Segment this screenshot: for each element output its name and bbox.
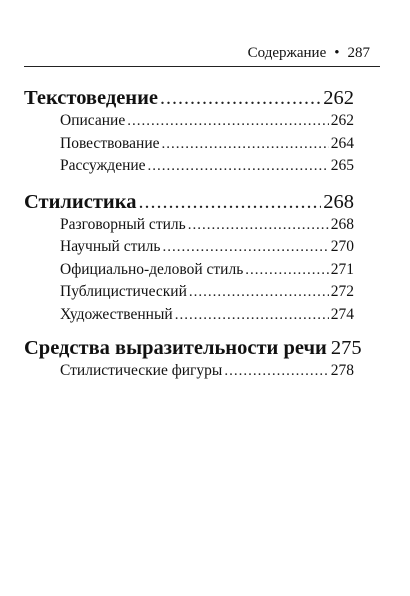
toc-entry-row — [24, 304, 354, 327]
dot-leader — [162, 236, 328, 259]
toc-entry-row — [24, 214, 354, 237]
table-of-contents — [24, 86, 362, 383]
toc-section-row — [24, 190, 354, 214]
running-head-bullet: • — [334, 45, 340, 61]
dot-leader — [224, 360, 328, 383]
toc-entry-title: Публицистический — [60, 283, 187, 300]
dot-leader — [188, 214, 329, 237]
toc-section-row — [24, 86, 354, 110]
dot-leader — [245, 259, 328, 282]
dot-leader — [189, 281, 329, 304]
dot-leader — [162, 133, 329, 156]
toc-section-page: 262 — [323, 87, 354, 109]
toc-entry-page: 272 — [330, 283, 354, 300]
toc-entry-row — [24, 281, 354, 304]
dot-leader — [175, 304, 329, 327]
toc-entry-title: Повествование — [60, 134, 160, 152]
toc-entry-title: Рассуждение — [60, 157, 146, 174]
toc-entry-page: 274 — [330, 305, 354, 323]
toc-section-row — [24, 336, 362, 360]
toc-entry-page: 278 — [330, 362, 354, 379]
dot-leader — [160, 86, 321, 110]
toc-entry-row — [24, 259, 354, 282]
toc-entry-page: 262 — [330, 112, 354, 129]
toc-entry-page: 271 — [330, 260, 354, 278]
toc-section-title: Текстоведение — [24, 87, 159, 109]
dot-leader — [127, 110, 329, 133]
toc-section-title: Средства выразительности речи — [24, 337, 327, 359]
running-head — [0, 44, 410, 62]
toc-entry-title: Научный стиль — [60, 238, 161, 255]
running-head-title: Содержание — [247, 45, 327, 61]
toc-entry-page: 268 — [330, 215, 354, 233]
toc-entry-row — [24, 110, 354, 133]
toc-entry-title: Описание — [60, 112, 126, 129]
toc-section-page: 275 — [330, 337, 362, 359]
running-head-page-number: 287 — [347, 45, 370, 61]
toc-entry-title: Разговорный стиль — [60, 215, 186, 233]
header-rule — [24, 66, 380, 67]
toc-section-page: 268 — [323, 190, 354, 213]
toc-entry-title: Стилистические фигуры — [60, 362, 223, 379]
toc-entry-page: 265 — [330, 157, 354, 174]
toc-entry-row — [24, 133, 354, 156]
dot-leader — [148, 155, 329, 178]
toc-entry-title: Официально-деловой стиль — [60, 260, 244, 278]
toc-entry-row — [24, 360, 354, 383]
toc-entry-row — [24, 155, 354, 178]
dot-leader — [138, 190, 321, 214]
toc-entry-page: 264 — [330, 134, 354, 152]
toc-entry-title: Художественный — [60, 305, 173, 323]
toc-entry-row — [24, 236, 354, 259]
toc-section-title: Стилистика — [24, 190, 137, 213]
toc-entry-page: 270 — [330, 238, 354, 255]
